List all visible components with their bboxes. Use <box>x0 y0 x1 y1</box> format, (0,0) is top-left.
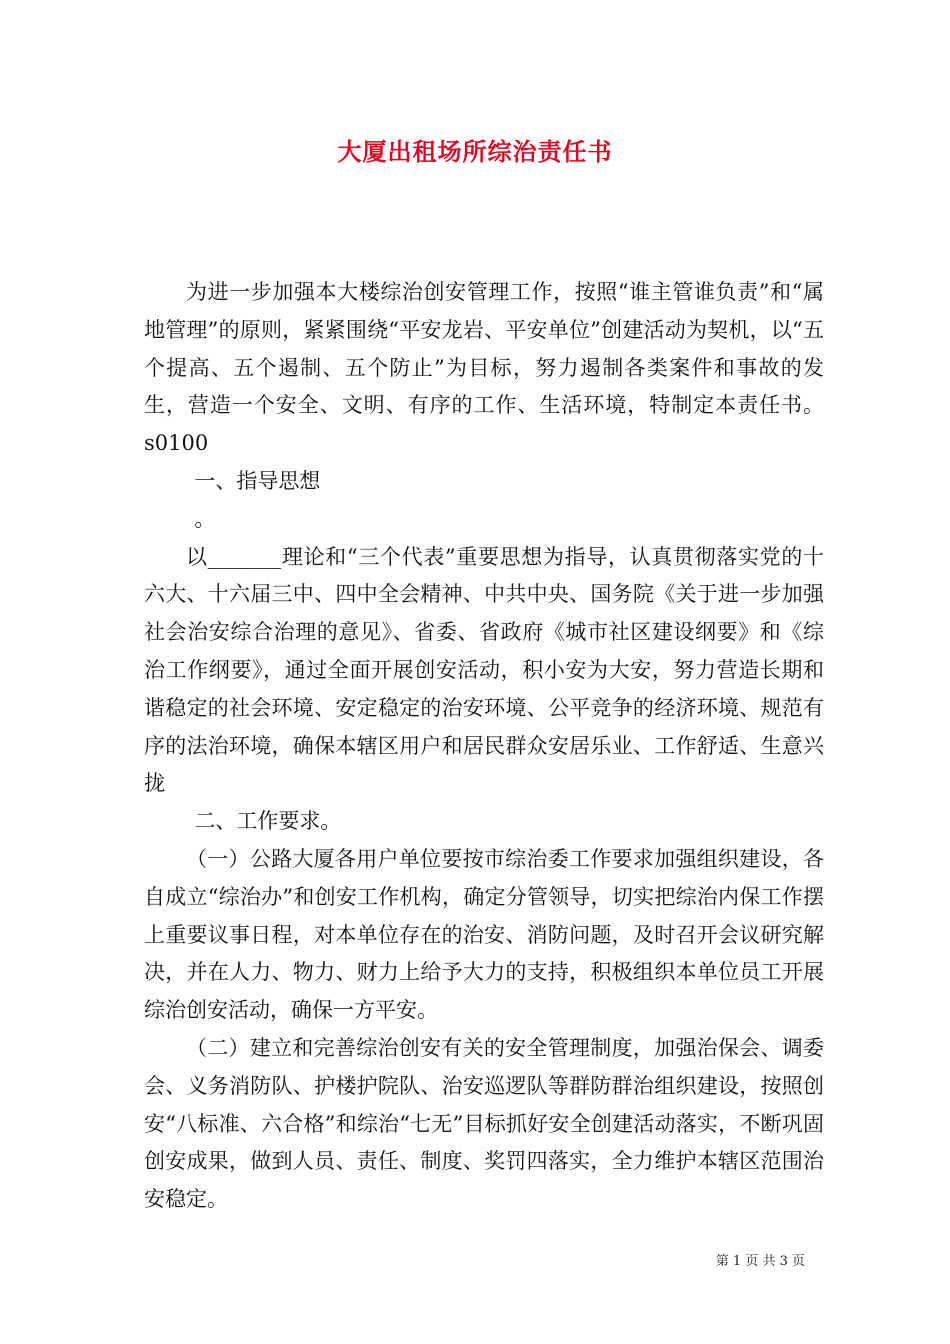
requirement-paragraph-2: （二）建立和完善综治创安有关的安全管理制度，加强治保会、调委会、义务消防队、护楼护院队、治安巡逻队等群防群治组织建设，按照创安“八标准、六合格”和综治“七无”目标抓好安全创建活动落实，不断巩固创安成果，做到人员、责任、制度、奖罚四落实，全力维护本辖区范围治安稳定。 <box>144 1035 824 1212</box>
stray-punctuation: 。 <box>194 506 216 531</box>
document-body <box>144 274 824 1219</box>
intro-paragraph: 为进一步加强本大楼综治创安管理工作，按照“谁主管谁负责”和“属地管理”的原则，紧紧围绕“平安龙岩、平安单位”创建活动为契机，以“五个提高、五个遏制、五个防止”为目标，努力遏制各类案件和事故的发生，营造一个安全、文明、有序的工作、生活环境，特制定本责任书。s0100 <box>144 280 824 456</box>
section-heading-guiding-thought: 一、指导思想 <box>194 468 321 493</box>
document-title: 大厦出租场所综治责任书 <box>337 137 613 166</box>
guiding-thought-paragraph: 以_______理论和“三个代表”重要思想为指导，认真贯彻落实党的十六大、十六届三中、四中全会精神、中共中央、国务院《关于进一步加强社会治安综合治理的意见》、省委、省政府《城市社区建设纲要》和《综治工作纲要》，通过全面开展创安活动，积小安为大安，努力营造长期和谐稳定的社会环境、安定稳定的治安环境、公平竞争的经济环境、规范有序的法治环境，确保本辖区用户和居民群众安居乐业、工作舒适、生意兴拢 <box>144 544 824 796</box>
section-heading-work-requirements: 二、工作要求。 <box>194 809 342 834</box>
requirement-paragraph-1: （一）公路大厦各用户单位要按市综治委工作要求加强组织建设，各自成立“综治办”和创安工作机构，确定分管领导，切实把综治内保工作摆上重要议事日程，对本单位存在的治安、消防问题，及时召开会议研究解决，并在人力、物力、财力上给予大力的支持，积极组织本单位员工开展综治创安活动，确保一方平安。 <box>144 846 824 1023</box>
page-number-footer: 第 1 页 共 3 页 <box>715 1254 805 1269</box>
